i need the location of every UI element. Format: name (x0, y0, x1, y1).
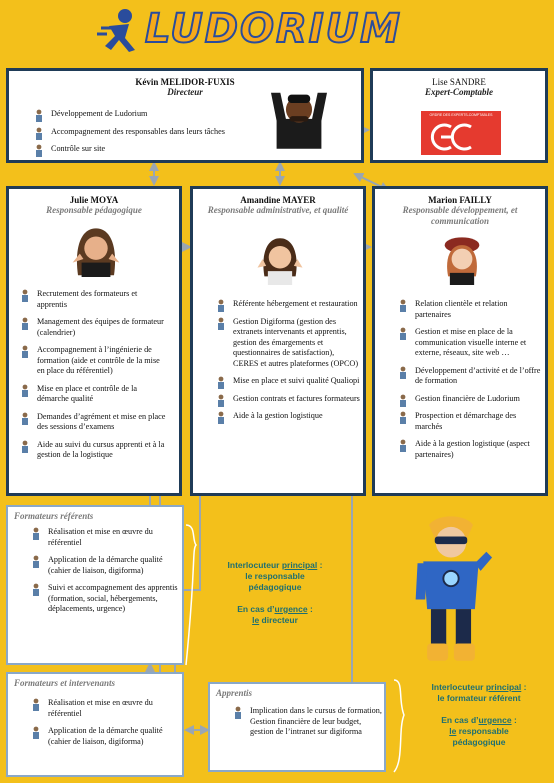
list-item: Gestion et mise en place de la communication visuelle interne et externe, réseaux, site web … (397, 327, 542, 359)
person-bullet-icon (397, 299, 409, 313)
list-item: Prospection et démarchage des marchés (397, 411, 542, 432)
person-bullet-icon (30, 698, 42, 712)
formateurs-referents-title: Formateurs référents (14, 511, 94, 521)
list-item: Réalisation et mise en œuvre du référentiel (30, 527, 180, 548)
person-bullet-icon (19, 317, 31, 331)
note-line: En cas d’urgence : (237, 604, 313, 614)
person-bullet-icon (215, 317, 227, 331)
person-bullet-icon (19, 345, 31, 359)
person-bullet-icon (397, 327, 409, 341)
note-line: Interlocuteur principal : (227, 560, 323, 570)
person-bullet-icon (397, 411, 409, 425)
mascot-runner-icon (95, 6, 143, 54)
list-item: Relation clientèle et relation partenaires (397, 299, 542, 320)
list-item: Mise en place et suivi qualité Qualiopi (215, 376, 360, 387)
accountants-order-logo (421, 111, 501, 155)
ec-logo-icon (421, 117, 501, 155)
marion-tasks (397, 299, 542, 467)
person-bullet-icon (33, 109, 45, 123)
list-item: Gestion contrats et factures formateurs (215, 394, 360, 405)
amandine-role: Responsable administrative, et qualité (207, 205, 349, 215)
list-item: Aide au suivi du cursus apprenti et à la gestion de la logistique (19, 440, 169, 461)
list-item: Développement d’activité et de l’offre de formation (397, 366, 542, 387)
person-bullet-icon (215, 411, 227, 425)
amandine-name: Amandine MAYER (240, 195, 316, 205)
formateurs-intervenants-box (6, 672, 184, 777)
accountant-role: Expert-Comptable (425, 87, 493, 97)
note-line: En cas d’urgence : (441, 715, 517, 725)
superhero-mascot-icon (408, 510, 494, 670)
list-item: Application de la démarche qualité (cahier de liaison, digiforma) (30, 726, 180, 747)
person-bullet-icon (215, 299, 227, 313)
contact-note-formateurs (208, 560, 342, 626)
director-tasks (33, 109, 263, 162)
person-bullet-icon (33, 127, 45, 141)
person-bullet-icon (19, 384, 31, 398)
note-line: le responsable (245, 571, 305, 581)
list-item: Implication dans le cursus de formation, Gestion financière de leur budget, gestion de l’intranet sur digiforma (232, 706, 382, 738)
list-item: Réalisation et mise en œuvre du référentiel (30, 698, 180, 719)
list-item: Accompagnement des responsables dans leurs tâches (33, 127, 263, 138)
note-line: le responsable (449, 726, 509, 736)
list-item: Gestion Digiforma (gestion des extranets intervenants et apprentis, gestion des émargements et questionnaires de satisfaction), CERES et autres plateformes (OPCO) (215, 317, 360, 370)
list-item: Application de la démarche qualité (cahier de liaison, digiforma) (30, 555, 180, 576)
note-line: Interlocuteur principal : (431, 682, 527, 692)
marion-role: Responsable développement, et communication (402, 205, 518, 226)
list-item: Référente hébergement et restauration (215, 299, 360, 310)
person-bullet-icon (397, 439, 409, 453)
note-line: pédagogique (452, 737, 506, 747)
person-bullet-icon (215, 376, 227, 390)
person-bullet-icon (232, 706, 244, 720)
list-item: Management des équipes de formateur (calendrier) (19, 317, 169, 338)
formateurs-intervenants-tasks (30, 698, 180, 754)
list-item: Gestion financière de Ludorium (397, 394, 542, 405)
marion-name: Marion FAILLY (428, 195, 492, 205)
amandine-avatar-icon (253, 233, 307, 285)
marion-avatar-icon (435, 233, 489, 285)
person-bullet-icon (19, 412, 31, 426)
accountant-name: Lise SANDRE (432, 77, 486, 87)
person-bullet-icon (33, 144, 45, 158)
accountants-order-logo-caption: ORDRE DES EXPERTS-COMPTABLES (429, 113, 493, 117)
formateurs-referents-box (6, 505, 184, 665)
list-item: Mise en place et contrôle de la démarche qualité (19, 384, 169, 405)
note-line: le directeur (252, 615, 298, 625)
person-bullet-icon (30, 555, 42, 569)
ludorium-logo (95, 4, 465, 58)
list-item: Aide à la gestion logistique (aspect partenaires) (397, 439, 542, 460)
julie-avatar-icon (69, 223, 123, 277)
list-item: Contrôle sur site (33, 144, 263, 155)
julie-role: Responsable pédagogique (46, 205, 142, 215)
person-bullet-icon (19, 289, 31, 303)
formateurs-intervenants-title: Formateurs et intervenants (14, 678, 116, 688)
person-bullet-icon (215, 394, 227, 408)
marion-box (372, 186, 548, 496)
director-name: Kévin MELIDOR-FUXIS (135, 77, 235, 87)
list-item: Demandes d’agrément et mise en place des sessions d’examens (19, 412, 169, 433)
julie-box (6, 186, 182, 496)
person-bullet-icon (30, 726, 42, 740)
julie-name: Julie MOYA (69, 195, 119, 205)
logo-text: LUDORIUM (145, 6, 402, 52)
person-bullet-icon (30, 583, 42, 597)
formateurs-referents-tasks (30, 527, 180, 622)
accountant-box (370, 68, 548, 163)
list-item: Recrutement des formateurs et apprentis (19, 289, 169, 310)
person-bullet-icon (30, 527, 42, 541)
amandine-box (190, 186, 366, 496)
julie-tasks (19, 289, 169, 468)
list-item: Accompagnement à l’ingénierie de formation (aide et contrôle de la mise en place du référentiel) (19, 345, 169, 377)
amandine-tasks (215, 299, 360, 429)
director-box (6, 68, 364, 163)
apprentis-box (208, 682, 386, 772)
contact-note-apprentis (412, 682, 546, 748)
director-role: Directeur (167, 87, 203, 97)
list-item: Suivi et accompagnement des apprentis (formation, social, hébergements, déplacements, urgence) (30, 583, 180, 615)
list-item: Aide à la gestion logistique (215, 411, 360, 422)
person-bullet-icon (397, 394, 409, 408)
note-line: le formateur référent (437, 693, 521, 703)
person-bullet-icon (397, 366, 409, 380)
apprentis-tasks (232, 706, 382, 745)
list-item: Développement de Ludorium (33, 109, 263, 120)
apprentis-title: Apprentis (216, 688, 253, 698)
note-line: pédagogique (248, 582, 302, 592)
director-avatar-icon (271, 83, 327, 151)
person-bullet-icon (19, 440, 31, 454)
